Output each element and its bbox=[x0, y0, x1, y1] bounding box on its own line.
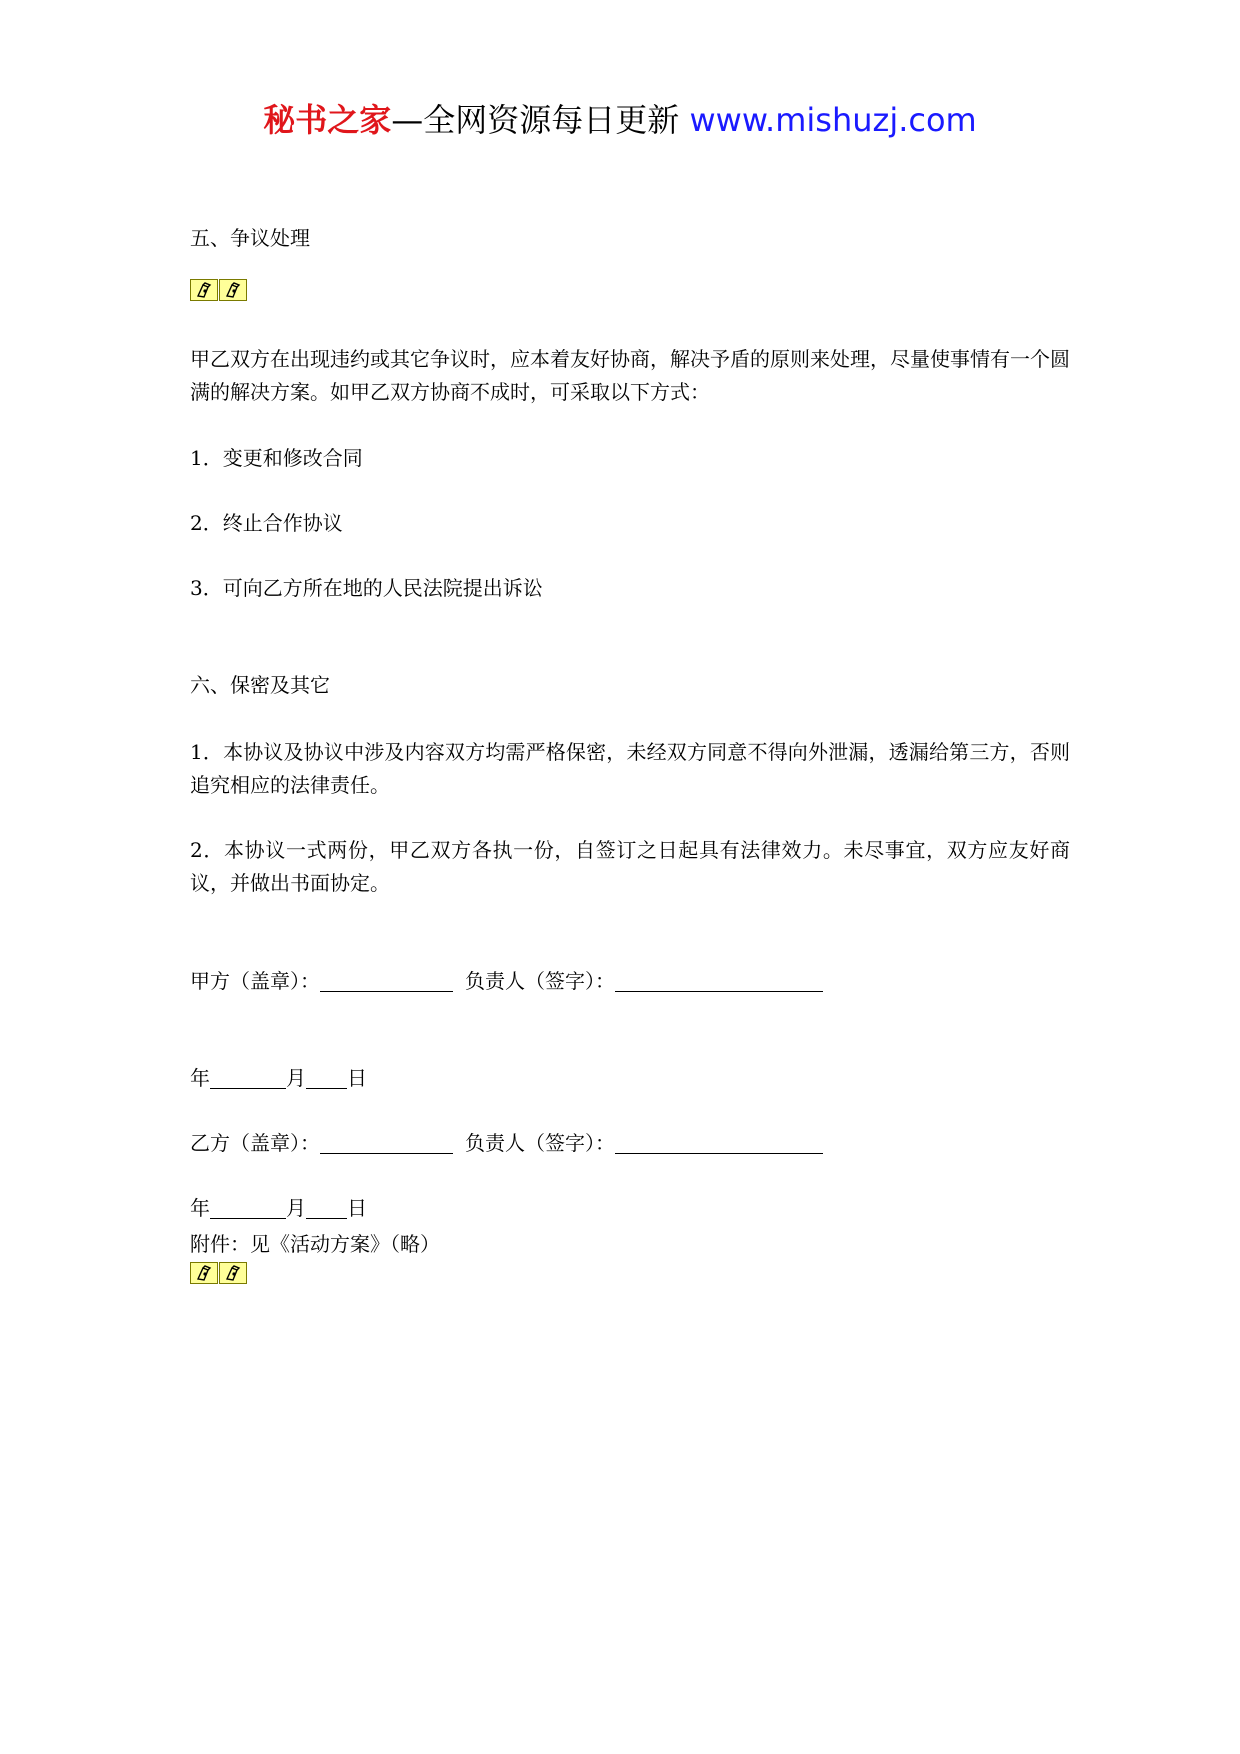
party-a-month-blank[interactable] bbox=[306, 1066, 347, 1089]
party-b-date-row bbox=[190, 1192, 367, 1225]
party-b-seal-blank[interactable] bbox=[320, 1131, 453, 1154]
section6-item-1: 1．本协议及协议中涉及内容双方均需严格保密，未经双方同意不得向外泄漏，透漏给第三方，否则追究相应的法律责任。 bbox=[190, 740, 1070, 797]
pen-icon bbox=[219, 279, 247, 301]
attachment-note: 附件：见《活动方案》（略） bbox=[190, 1232, 440, 1256]
party-b-signature-blank[interactable] bbox=[615, 1131, 823, 1154]
party-a-label: 甲方（盖章）： bbox=[190, 969, 320, 993]
party-a-responsible-label: 负责人（签字）： bbox=[465, 969, 615, 993]
party-b-label: 乙方（盖章）： bbox=[190, 1131, 320, 1155]
section5-item-1: 1．变更和修改合同 bbox=[190, 446, 363, 470]
icon-group-top bbox=[190, 279, 247, 301]
section5-intro: 甲乙双方在出现违约或其它争议时，应本着友好协商，解决予盾的原则来处理，尽量使事情有一个圆满的解决方案。如甲乙双方协商不成时，可采取以下方式： bbox=[190, 347, 1070, 404]
party-a-seal-blank[interactable] bbox=[320, 969, 453, 992]
section5-title: 五、争议处理 bbox=[190, 226, 310, 250]
party-b-responsible-label: 负责人（签字）： bbox=[465, 1131, 615, 1155]
icon-group-bottom bbox=[190, 1262, 247, 1284]
party-b-day-label: 日 bbox=[347, 1196, 367, 1220]
party-a-year-blank[interactable] bbox=[210, 1066, 286, 1089]
party-a-day-label: 日 bbox=[347, 1066, 367, 1090]
pen-icon bbox=[190, 1262, 218, 1284]
header-slogan: —全网资源每日更新 bbox=[391, 101, 680, 139]
section6-title: 六、保密及其它 bbox=[190, 673, 330, 697]
section6-item-2: 2．本协议一式两份，甲乙双方各执一份，自签订之日起具有法律效力。未尽事宜，双方应友好商议，并做出书面协定。 bbox=[190, 838, 1070, 895]
party-a-month-label: 月 bbox=[286, 1066, 306, 1090]
party-b-year-blank[interactable] bbox=[210, 1196, 286, 1219]
site-url[interactable]: www.mishuzj.com bbox=[689, 101, 977, 139]
page-header bbox=[0, 98, 1240, 142]
party-b-signature-row bbox=[190, 1127, 823, 1160]
party-a-signature-blank[interactable] bbox=[615, 969, 823, 992]
section5-item-3: 3．可向乙方所在地的人民法院提出诉讼 bbox=[190, 576, 543, 600]
party-b-month-blank[interactable] bbox=[306, 1196, 347, 1219]
party-a-signature-row bbox=[190, 965, 823, 998]
party-a-year-label: 年 bbox=[190, 1066, 210, 1090]
pen-icon bbox=[219, 1262, 247, 1284]
party-b-month-label: 月 bbox=[286, 1196, 306, 1220]
party-b-year-label: 年 bbox=[190, 1196, 210, 1220]
pen-icon bbox=[190, 279, 218, 301]
brand-name: 秘书之家 bbox=[263, 101, 392, 139]
party-a-date-row bbox=[190, 1062, 367, 1095]
section5-item-2: 2．终止合作协议 bbox=[190, 511, 343, 535]
